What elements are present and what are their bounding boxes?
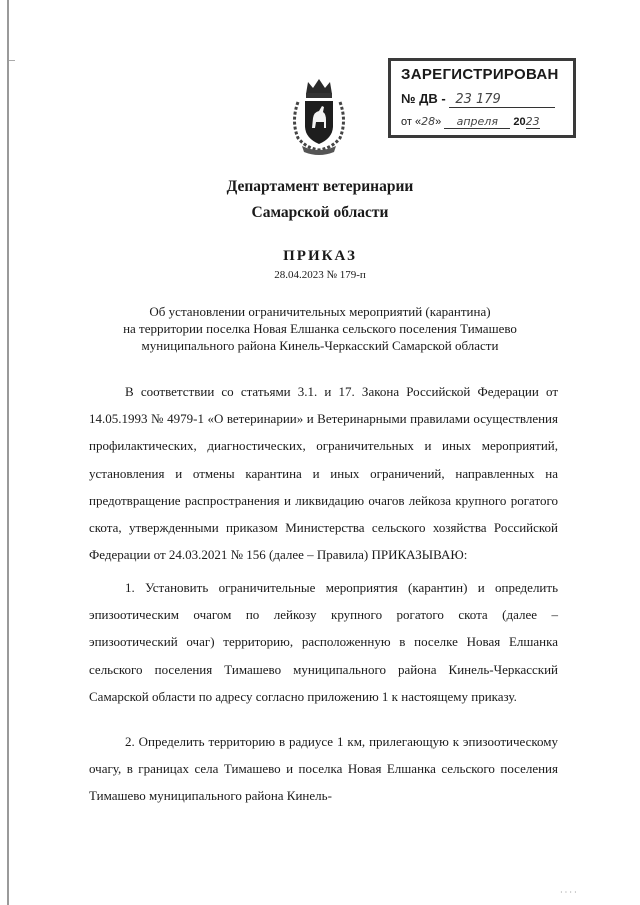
organization-name-line1: Департамент ветеринарии — [226, 178, 414, 195]
body-paragraph-preamble: В соответствии со статьями 3.1. и 17. Закона Российской Федерации от 14.05.1993 № 4979-1 «О ветеринарии» и Ветеринарными правилами осуществления профилактических, диагностических, ограничительных и иных мероприятий, установления и отмены карантина и иных ограничений, направленных на предотвращение распространения и ликвидацию очагов лейкоза крупного рогатого скота, утвержденными приказом Министерства сельского хозяйства Российской Федерации от 24.03.2021 № 156 (далее – Правила) ПРИКАЗЫВАЮ: — [89, 384, 558, 563]
scan-left-edge — [7, 0, 9, 905]
samara-coat-of-arms-icon — [288, 76, 350, 156]
scan-footer-mark: · · · · — [560, 888, 577, 897]
document-date-number: 28.04.2023 № 179-п — [274, 269, 366, 281]
stamp-date-day: 28 — [421, 115, 436, 128]
stamp-title: ЗАРЕГИСТРИРОВАН — [401, 66, 559, 83]
stamp-date-row — [401, 115, 540, 129]
subject-line1: Об установлении ограничительных мероприятий (карантина) — [149, 304, 491, 319]
document-subject — [0, 303, 640, 354]
subject-line3: муниципального района Кинель-Черкасский Самарской области — [141, 338, 499, 353]
stamp-date-mid: » — [435, 116, 442, 128]
organization-name-line2: Самарской области — [251, 204, 389, 221]
stamp-date-year: 23 — [525, 115, 540, 128]
stamp-number-label: № ДВ - — [401, 91, 446, 106]
stamp-date-year-prefix: 20 — [513, 116, 526, 128]
stamp-date-month: апреля — [444, 115, 510, 129]
document-type-title: ПРИКАЗ — [283, 248, 357, 264]
subject-line2: на территории поселка Новая Елшанка сельского поселения Тимашево — [123, 321, 517, 336]
stamp-date-prefix: от « — [401, 116, 422, 128]
stamp-number-row — [401, 91, 555, 108]
stamp-number-value: 23 179 — [449, 92, 555, 108]
body-paragraph-item1: 1. Установить ограничительные мероприятия (карантин) и определить эпизоотическим очагом по лейкозу крупного рогатого скота (далее – эпизоотический очаг) территорию, расположенную в поселке Новая Елшанка сельского поселения Тимашево муниципального района Кинель-Черкасский Самарской области по адресу согласно приложению 1 к настоящему приказу. — [89, 580, 558, 704]
body-paragraph-item2: 2. Определить территорию в радиусе 1 км, прилегающую к эпизоотическому очагу, в границах села Тимашево и поселка Новая Елшанка сельского поселения Тимашево муниципального района Кинель- — [89, 734, 558, 804]
registration-stamp — [388, 58, 576, 138]
scan-edge-mark — [9, 60, 15, 61]
